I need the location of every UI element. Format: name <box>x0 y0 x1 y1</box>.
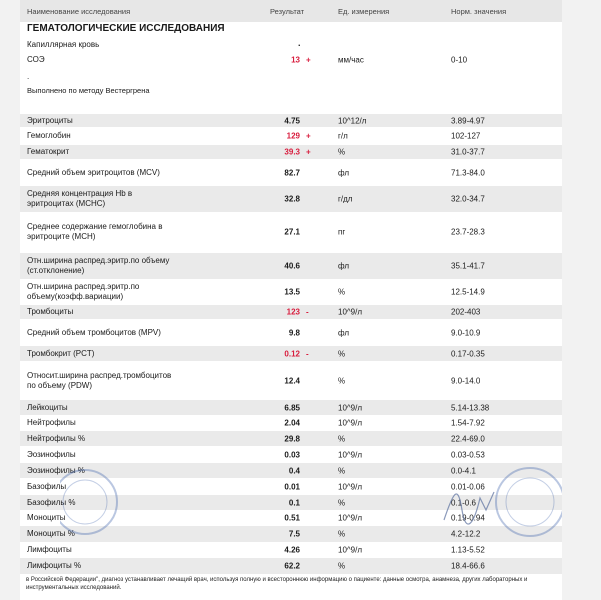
table-row <box>20 145 562 159</box>
test-ref: 12.5-14.9 <box>451 287 485 296</box>
test-unit: фл <box>338 168 350 178</box>
test-ref: 0.03-0.53 <box>451 450 485 459</box>
header-ref: Норм. значения <box>451 7 507 16</box>
table-row <box>20 320 562 346</box>
test-unit: % <box>338 466 346 475</box>
test-ref: 32.0-34.7 <box>451 194 485 204</box>
test-value: 0.12 <box>284 349 300 358</box>
soe-name: СОЭ <box>27 55 45 64</box>
test-name: Базофилы % <box>27 497 76 507</box>
test-ref: 3.89-4.97 <box>451 116 485 125</box>
table-row <box>20 431 562 446</box>
test-ref: 5.14-13.38 <box>451 403 490 412</box>
test-ref: 23.7-28.3 <box>451 227 485 237</box>
table-row <box>20 346 562 361</box>
test-value: 4.26 <box>284 545 300 555</box>
table-row <box>20 510 562 525</box>
test-name: Базофилы <box>27 481 67 491</box>
test-name: Относит.ширина распред.тромбоцитов по объему (PDW) <box>27 371 172 390</box>
lab-report-sheet <box>20 0 562 600</box>
test-unit: % <box>338 376 346 386</box>
test-ref: 0.0-4.1 <box>451 466 476 475</box>
table-row <box>20 416 562 430</box>
test-name: Эозинофилы <box>27 449 76 459</box>
test-unit: % <box>338 498 346 507</box>
test-value: 9.8 <box>288 328 300 338</box>
test-name: Гемоглобин <box>27 131 71 140</box>
test-ref: 4.2-12.2 <box>451 529 481 539</box>
test-ref: 0.01-0.06 <box>451 482 485 491</box>
test-name: Гематокрит <box>27 147 70 156</box>
test-value: 4.75 <box>284 116 300 125</box>
test-unit: фл <box>338 328 350 338</box>
test-ref: 71.3-84.0 <box>451 168 485 178</box>
test-name: Лимфоциты % <box>27 561 82 570</box>
test-ref: 0.1-0.6 <box>451 498 476 507</box>
table-row <box>20 400 562 415</box>
test-unit: 10^9/л <box>338 307 362 317</box>
test-ref: 1.54-7.92 <box>451 418 485 428</box>
soe-row <box>20 52 562 68</box>
table-row <box>20 362 562 400</box>
test-name: Отн.ширина распред.эритр.по объему (ст.отклонение) <box>27 256 170 275</box>
test-ref: 9.0-14.0 <box>451 376 481 386</box>
test-name: Эозинофилы % <box>27 465 85 475</box>
test-unit: 10^9/л <box>338 418 362 428</box>
test-ref: 35.1-41.7 <box>451 261 485 271</box>
table-row <box>20 542 562 558</box>
test-unit: 10^9/л <box>338 482 362 491</box>
test-name: Эритроциты <box>27 115 73 125</box>
test-ref: 102-127 <box>451 131 481 141</box>
test-value: 2.04 <box>284 418 300 428</box>
capillary-label: Капиллярная кровь <box>27 40 100 49</box>
test-name: Лейкоциты <box>27 402 68 412</box>
test-unit: 10^9/л <box>338 545 362 555</box>
soe-ref: 0-10 <box>451 55 468 65</box>
table-row <box>20 526 562 542</box>
table-row <box>20 463 562 478</box>
test-unit: % <box>338 147 346 157</box>
header-unit: Ед. измерения <box>338 7 390 16</box>
test-name: Тромбоциты <box>27 307 74 316</box>
test-ref: 18.4-66.6 <box>451 561 485 571</box>
test-ref: 0.17-0.35 <box>451 349 485 358</box>
test-ref: 9.0-10.9 <box>451 328 481 338</box>
test-value: 0.1 <box>288 498 300 507</box>
test-name: Нейтрофилы <box>27 418 76 427</box>
test-unit: 10^9/л <box>338 403 362 412</box>
test-unit: % <box>338 529 346 539</box>
test-name: Среднее содержание гемоглобина в эритроците (MCH) <box>27 222 163 241</box>
test-name: Моноциты % <box>27 529 75 538</box>
table-row <box>20 279 562 304</box>
test-unit: г/дл <box>338 194 353 204</box>
test-value: 0.03 <box>284 450 300 459</box>
test-ref: 1.13-5.52 <box>451 545 485 555</box>
test-unit: % <box>338 561 346 571</box>
test-unit: 10^9/л <box>338 513 362 522</box>
test-value: 123 <box>286 307 300 317</box>
test-ref: 22.4-69.0 <box>451 434 485 443</box>
test-value: 129 <box>286 131 300 141</box>
test-unit: пг <box>338 227 346 237</box>
test-ref: 31.0-37.7 <box>451 147 485 157</box>
table-row <box>20 161 562 185</box>
table-header <box>20 0 562 22</box>
test-name: Тромбокрит (PCT) <box>27 348 95 358</box>
test-value: 32.8 <box>284 194 300 204</box>
table-row <box>20 129 562 143</box>
test-unit: 10^9/л <box>338 450 362 459</box>
dot-line: . <box>27 72 30 81</box>
section-title: ГЕМАТОЛОГИЧЕСКИЕ ИССЛЕДОВАНИЯ <box>27 23 225 34</box>
test-name: Средняя концентрация Hb в эритроцитах (MCHC) <box>27 189 133 208</box>
test-flag: - <box>306 349 309 358</box>
test-value: 0.51 <box>284 513 300 522</box>
capillary-dot: . <box>298 38 301 48</box>
test-value: 29.8 <box>284 434 300 443</box>
test-value: 12.4 <box>284 376 300 386</box>
test-ref: 0.19-0.94 <box>451 513 485 522</box>
test-ref: 202-403 <box>451 307 481 317</box>
test-value: 62.2 <box>284 561 300 571</box>
test-value: 27.1 <box>284 227 300 237</box>
test-value: 39.3 <box>284 147 300 157</box>
table-row <box>20 114 562 127</box>
table-row <box>20 558 562 574</box>
test-value: 82.7 <box>284 168 300 178</box>
header-name: Наименование исследования <box>27 7 131 16</box>
test-unit: % <box>338 287 346 296</box>
test-name: Средний объем эритроцитов (MCV) <box>27 168 160 177</box>
test-value: 7.5 <box>288 529 300 539</box>
test-flag: - <box>306 307 309 317</box>
test-unit: 10^12/л <box>338 116 367 125</box>
table-row <box>20 447 562 462</box>
test-value: 0.4 <box>288 466 300 475</box>
soe-value: 13 <box>291 55 300 65</box>
table-row <box>20 305 562 319</box>
table-row <box>20 479 562 494</box>
table-row <box>20 253 562 279</box>
footer-note: в Российской Федерации", диагноз устанавливает лечащий врач, используя полную и всестороннюю информацию о пациенте: данные осмотра, анамнеза, других лабораторных и инструментальных исследований. <box>26 577 528 591</box>
test-name: Нейтрофилы % <box>27 433 86 443</box>
method-note: Выполнено по методу Вестергрена <box>27 86 150 95</box>
test-name: Средний объем тромбоцитов (MPV) <box>27 328 161 337</box>
test-value: 6.85 <box>284 403 300 412</box>
test-value: 0.01 <box>284 482 300 491</box>
test-unit: г/л <box>338 131 348 141</box>
test-value: 40.6 <box>284 261 300 271</box>
test-name: Лимфоциты <box>27 545 72 554</box>
soe-unit: мм/час <box>338 55 364 65</box>
test-flag: + <box>306 147 311 157</box>
test-name: Отн.ширина распред.эритр.по объему(коэфф.вариации) <box>27 281 140 301</box>
test-name: Моноциты <box>27 512 66 522</box>
table-row <box>20 186 562 212</box>
test-value: 13.5 <box>284 287 300 296</box>
test-flag: + <box>306 131 311 141</box>
test-unit: % <box>338 434 346 443</box>
test-unit: фл <box>338 261 350 271</box>
table-row <box>20 495 562 510</box>
header-result: Результат <box>270 7 305 16</box>
test-unit: % <box>338 349 346 358</box>
soe-flag: + <box>306 55 311 65</box>
table-row <box>20 212 562 252</box>
